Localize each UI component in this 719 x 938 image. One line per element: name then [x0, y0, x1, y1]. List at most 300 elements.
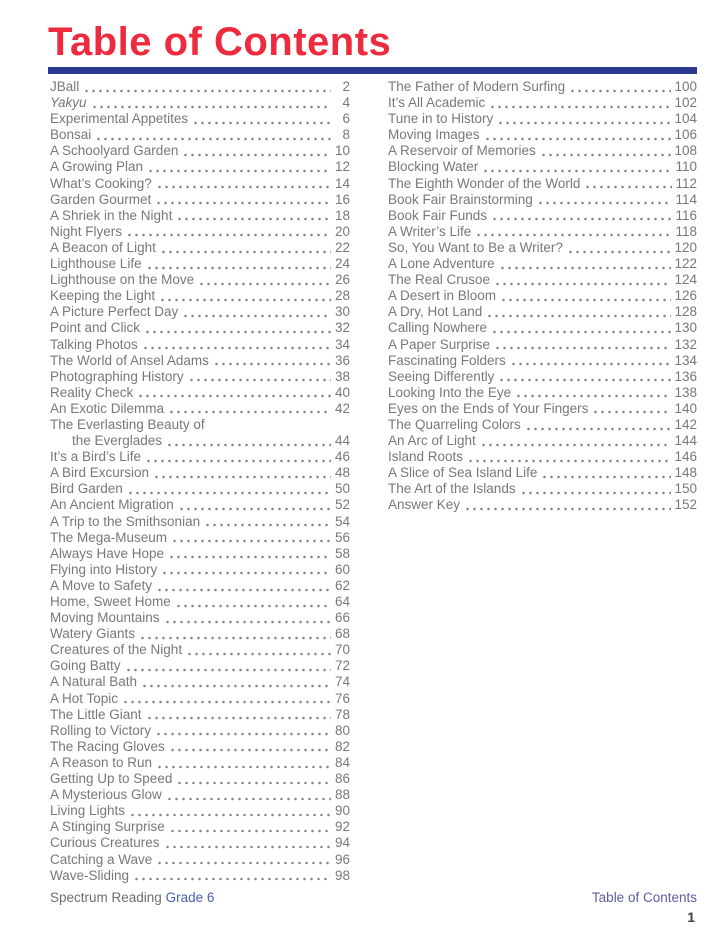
dot-leader [520, 481, 672, 497]
toc-entry-page: 82 [334, 738, 350, 754]
toc-entry [388, 127, 697, 143]
dot-leader [146, 707, 331, 723]
dot-leader [188, 369, 331, 385]
toc-entry [388, 240, 697, 256]
dot-leader [155, 723, 331, 739]
toc-entry-page: 68 [334, 626, 350, 642]
toc-entry [50, 626, 350, 642]
dot-leader [176, 208, 331, 224]
toc-entry-page: 30 [334, 304, 350, 320]
toc-entry [50, 707, 350, 723]
toc-entry [50, 658, 350, 674]
toc-entry-page: 24 [334, 256, 350, 272]
toc-entry-page: 20 [334, 223, 350, 239]
toc-entry-title: Curious Creatures [50, 835, 160, 851]
toc-entry [388, 79, 697, 95]
toc-entry-title: Bonsai [50, 127, 92, 143]
toc-entry-page: 152 [674, 497, 697, 513]
toc-entry-page: 150 [674, 481, 697, 497]
toc-entry-page: 76 [334, 690, 350, 706]
toc-entry-page: 130 [674, 320, 697, 336]
toc-entry-title: Talking Photos [50, 336, 138, 352]
dot-leader [175, 594, 331, 610]
dot-leader [166, 787, 331, 803]
toc-entry-page: 50 [334, 481, 350, 497]
toc-entry [50, 514, 350, 530]
toc-entry [50, 819, 350, 835]
toc-entry [388, 417, 697, 433]
toc-entry-title: The Father of Modern Surfing [388, 79, 566, 94]
toc-entry-page: 122 [674, 256, 697, 272]
toc-entry-title: Night Flyers [50, 223, 123, 239]
toc-entry-page: 58 [334, 545, 350, 561]
toc-entry-title: Always Have Hope [50, 545, 165, 561]
toc-entry [50, 176, 350, 192]
toc-entry-title: Book Fair Funds [388, 207, 488, 223]
dot-leader [133, 868, 331, 884]
toc-entry-title: Bird Garden [50, 481, 123, 497]
toc-entry-page: 16 [334, 191, 350, 207]
dot-leader [464, 497, 671, 513]
dot-leader [139, 626, 331, 642]
toc-entry [388, 433, 697, 449]
dot-leader [537, 192, 673, 208]
toc-entry [50, 562, 350, 578]
toc-entry [50, 610, 350, 626]
dot-leader [494, 337, 671, 353]
toc-entry-page: 54 [334, 513, 350, 529]
toc-entry [388, 449, 697, 465]
dot-leader [95, 127, 331, 143]
toc-entry-page: 98 [334, 867, 350, 883]
dot-leader [484, 127, 672, 143]
toc-entry-title: A Reason to Run [50, 754, 153, 770]
toc-entry-title: Yakyu [50, 95, 87, 111]
toc-entry-title: Island Roots [388, 449, 464, 465]
dot-leader [178, 497, 331, 513]
toc-entry [388, 159, 697, 175]
title-underline-rule [48, 67, 697, 74]
toc-entry [50, 578, 350, 594]
toc-entry-page: 80 [334, 722, 350, 738]
toc-entry-page: 144 [674, 433, 697, 449]
dot-leader [160, 240, 331, 256]
dot-leader [480, 433, 672, 449]
footer-book-title: Spectrum Reading [50, 890, 162, 905]
toc-entry [388, 176, 697, 192]
toc-entry [388, 256, 697, 272]
toc-entry-title: Eyes on the Ends of Your Fingers [388, 400, 589, 416]
toc-entry-page: 8 [342, 127, 350, 143]
dot-leader [489, 95, 671, 111]
dot-leader [515, 385, 671, 401]
toc-entry-page: 134 [674, 352, 697, 368]
toc-entry-title: Flying into History [50, 561, 158, 577]
dot-leader [510, 353, 672, 369]
dot-leader [467, 449, 671, 465]
toc-entry-page: 114 [675, 191, 697, 207]
toc-entry-title: Experimental Appetites [50, 111, 189, 127]
toc-entry-title: Going Batty [50, 658, 121, 674]
toc-entry [50, 691, 350, 707]
toc-entry-title: The Racing Gloves [50, 738, 165, 754]
toc-entry-page: 44 [334, 433, 350, 449]
toc-entry [388, 481, 697, 497]
toc-entry-title: The World of Ansel Adams [50, 352, 209, 368]
dot-leader [491, 208, 672, 224]
toc-entry-title: Garden Gourmet [50, 191, 152, 207]
toc-entry [50, 642, 350, 658]
toc-entry-title: Living Lights [50, 803, 126, 819]
dot-leader [213, 353, 331, 369]
toc-entry [50, 465, 350, 481]
toc-entry-title: Wave-Sliding [50, 867, 130, 883]
toc-entry-page: 52 [334, 497, 350, 513]
toc-entry [50, 546, 350, 562]
toc-entry-title: JBall [50, 79, 80, 94]
toc-entry-title: It’s a Bird’s Life [50, 449, 142, 465]
toc-entry [388, 385, 697, 401]
toc-entry-title: Seeing Differently [388, 368, 495, 384]
toc-entry-title: The Everlasting Beauty of [50, 416, 205, 432]
toc-entry [388, 497, 697, 513]
toc-entry [388, 465, 697, 481]
toc-entry-page: 48 [334, 465, 350, 481]
toc-entry-page: 132 [674, 336, 697, 352]
dot-leader [541, 465, 671, 481]
toc-entry [50, 481, 350, 497]
dot-leader [127, 481, 331, 497]
toc-entry [50, 320, 350, 336]
toc-entry [50, 755, 350, 771]
dot-leader [156, 755, 331, 771]
footer-section-info [592, 890, 697, 925]
dot-leader [122, 691, 331, 707]
toc-entry-title: A Slice of Sea Island Life [388, 465, 538, 481]
toc-entry [50, 433, 350, 449]
toc-entry-page: 32 [334, 320, 350, 336]
toc-entry [388, 208, 697, 224]
toc-entry-title: Tune in to History [388, 111, 494, 127]
dot-leader [141, 674, 331, 690]
toc-entry-title: Catching a Wave [50, 851, 153, 867]
toc-entry [50, 304, 350, 320]
toc-entry [50, 143, 350, 159]
toc-entry-title: The Little Giant [50, 706, 142, 722]
toc-entry-title: Moving Images [388, 127, 480, 143]
toc-entry [50, 497, 350, 513]
dot-leader [137, 385, 331, 401]
toc-entry-title: A Writer’s Life [388, 223, 472, 239]
toc-entry-page: 146 [674, 449, 697, 465]
dot-leader [156, 578, 331, 594]
toc-entry-title: A Hot Topic [50, 690, 119, 706]
toc-entry [388, 337, 697, 353]
toc-entry-page: 100 [674, 79, 697, 94]
dot-leader [192, 111, 331, 127]
toc-entry-page: 116 [675, 207, 697, 223]
toc-entry-page: 34 [334, 336, 350, 352]
toc-entry [50, 803, 350, 819]
toc-entry-title: A Growing Plan [50, 159, 144, 175]
toc-entry [50, 272, 350, 288]
toc-entry [388, 401, 697, 417]
dot-leader [182, 304, 331, 320]
toc-entry-page: 38 [334, 368, 350, 384]
toc-entry-page: 108 [674, 143, 697, 159]
toc-entry-page: 138 [674, 384, 697, 400]
toc-entry-page: 36 [334, 352, 350, 368]
dot-leader [144, 320, 331, 336]
toc-entry-page: 136 [674, 368, 697, 384]
toc-entry [50, 256, 350, 272]
toc-entry-page: 66 [334, 610, 350, 626]
toc-entry [50, 111, 350, 127]
toc-entry [50, 208, 350, 224]
toc-entry [50, 337, 350, 353]
toc-entry [50, 835, 350, 851]
dot-leader [169, 739, 331, 755]
toc-entry-title: Fascinating Folders [388, 352, 506, 368]
toc-entry [50, 240, 350, 256]
toc-entry [50, 353, 350, 369]
toc-entry-page: 142 [674, 416, 697, 432]
dot-leader [482, 159, 672, 175]
toc-entry-page: 92 [334, 819, 350, 835]
toc-entry-title: Blocking Water [388, 159, 479, 175]
toc-entry-page: 6 [342, 111, 350, 127]
toc-entry-title: Watery Giants [50, 626, 136, 642]
footer-section-label: Table of Contents [591, 890, 697, 905]
toc-entry-title: So, You Want to Be a Writer? [388, 239, 563, 255]
toc-entry-title: A Picture Perfect Day [50, 304, 179, 320]
toc-entry-page: 28 [334, 288, 350, 304]
toc-entry-title: An Exotic Dilemma [50, 400, 165, 416]
toc-entry-page: 128 [674, 304, 697, 320]
toc-entry-title: Getting Up to Speed [50, 771, 173, 787]
toc-entry-page: 124 [674, 272, 697, 288]
dot-leader [125, 658, 331, 674]
dot-leader [182, 143, 331, 159]
toc-entry-title: Rolling to Victory [50, 722, 152, 738]
toc-entry [50, 739, 350, 755]
toc-entry-title: What’s Cooking? [50, 175, 152, 191]
toc-entry [50, 288, 350, 304]
toc-entry-title: The Eighth Wonder of the World [388, 175, 581, 191]
toc-entry-page: 2 [342, 79, 350, 94]
dot-leader [145, 449, 331, 465]
toc-entry [50, 192, 350, 208]
dot-leader [171, 530, 331, 546]
toc-entry-page: 102 [674, 95, 697, 111]
toc-entry [50, 594, 350, 610]
toc-entry-title: The Mega-Museum [50, 529, 168, 545]
dot-leader [146, 256, 331, 272]
toc-entry-title: A Shriek in the Night [50, 207, 173, 223]
footer-page-number: 1 [687, 909, 695, 925]
toc-entry-page: 106 [674, 127, 697, 143]
dot-leader [475, 224, 672, 240]
toc-entry [388, 304, 697, 320]
toc-entry-page: 118 [675, 223, 697, 239]
toc-entry-title: A Paper Surprise [388, 336, 491, 352]
toc-entry-title: Book Fair Brainstorming [388, 191, 533, 207]
toc-entry-page: 4 [342, 95, 350, 111]
toc-entry-page: 46 [334, 449, 350, 465]
toc-entry-title: Moving Mountains [50, 610, 160, 626]
toc-entry-title: A Dry, Hot Land [388, 304, 483, 320]
toc-entry-title: An Arc of Light [388, 433, 476, 449]
toc-column-right [388, 79, 697, 884]
toc-entry [50, 385, 350, 401]
toc-entry [50, 79, 350, 95]
dot-leader [491, 320, 671, 336]
toc-entry-title: Answer Key [388, 497, 461, 513]
toc-entry-page: 112 [675, 175, 697, 191]
dot-leader [204, 514, 331, 530]
toc-entry-title: A Lone Adventure [388, 256, 495, 272]
toc-entry [50, 674, 350, 690]
dot-leader [494, 272, 671, 288]
toc-entry-title: Home, Sweet Home [50, 594, 171, 609]
toc-entry-title: A Desert in Bloom [388, 288, 497, 304]
dot-leader [540, 143, 672, 159]
dot-leader [168, 546, 331, 562]
toc-entry-page: 104 [674, 111, 697, 127]
dot-leader [129, 803, 331, 819]
toc-entry-title: Keeping the Light [50, 288, 156, 304]
toc-entry-title: Reality Check [50, 384, 134, 400]
toc-entry [388, 111, 697, 127]
toc-entry-title: A Schoolyard Garden [50, 143, 179, 159]
dot-leader [83, 79, 331, 95]
dot-leader [584, 176, 672, 192]
toc-entry-page: 62 [334, 577, 350, 593]
toc-entry-page: 60 [334, 561, 350, 577]
dot-leader [486, 304, 671, 320]
toc-entry-page: 72 [334, 658, 350, 674]
toc-entry-title: An Ancient Migration [50, 497, 174, 513]
toc-entry [50, 530, 350, 546]
toc-entry [50, 852, 350, 868]
toc-entry-page: 70 [334, 642, 350, 658]
toc-entry [50, 224, 350, 240]
toc-entry-page: 40 [334, 384, 350, 400]
toc-entry-title: Calling Nowhere [388, 320, 488, 336]
dot-leader [525, 417, 672, 433]
dot-leader [155, 192, 331, 208]
dot-leader [567, 240, 672, 256]
toc-entry-page: 14 [334, 175, 350, 191]
toc-entry-page: 126 [674, 288, 697, 304]
toc-entry [50, 369, 350, 385]
toc-entry [388, 143, 697, 159]
toc-entry [388, 272, 697, 288]
toc-entry [388, 353, 697, 369]
toc-entry-title: the Everglades [72, 433, 163, 449]
footer-book-info [50, 890, 214, 905]
toc-entry [388, 95, 697, 111]
toc-entry-page: 74 [334, 674, 350, 690]
toc-entry-title: A Reservoir of Memories [388, 143, 536, 159]
toc-entry-title: Point and Click [50, 320, 141, 336]
dot-leader [147, 159, 331, 175]
toc-entry-page: 120 [674, 239, 697, 255]
dot-leader [126, 224, 331, 240]
toc-entry-page: 78 [334, 706, 350, 722]
toc-entry-title: Photographing History [50, 368, 184, 384]
page-title: Table of Contents [48, 20, 392, 64]
toc-entry-title: The Art of the Islands [388, 481, 516, 497]
toc-entry [388, 224, 697, 240]
toc-entry [50, 449, 350, 465]
dot-leader [164, 610, 331, 626]
dot-leader [164, 835, 331, 851]
dot-leader [142, 337, 331, 353]
toc-entry [388, 288, 697, 304]
toc-entry-title: A Beacon of Light [50, 239, 156, 255]
toc-entry-title: A Stinging Surprise [50, 819, 165, 835]
toc-entry-page: 64 [334, 594, 350, 609]
toc-entry-page: 110 [675, 159, 697, 175]
toc-entry-title: A Natural Bath [50, 674, 138, 690]
toc-column-left [50, 79, 350, 884]
toc-entry [388, 320, 697, 336]
toc-entry-page: 18 [334, 207, 350, 223]
toc-entry-title: It’s All Academic [388, 95, 486, 111]
dot-leader [161, 562, 331, 578]
toc-entry-title: Looking Into the Eye [388, 384, 512, 400]
toc-entry [50, 787, 350, 803]
dot-leader [159, 288, 331, 304]
dot-leader [500, 288, 671, 304]
toc-entry-page: 26 [334, 272, 350, 288]
toc-entry-title: Lighthouse on the Move [50, 272, 195, 288]
dot-leader [156, 852, 331, 868]
toc-entry-page: 84 [334, 754, 350, 770]
dot-leader [91, 95, 331, 111]
toc-entry-title: Creatures of the Night [50, 642, 183, 658]
toc-entry-page: 90 [334, 803, 350, 819]
dot-leader [497, 111, 671, 127]
toc-entry-page: 148 [674, 465, 697, 481]
toc-entry [50, 771, 350, 787]
dot-leader [166, 433, 331, 449]
toc-entry [50, 159, 350, 175]
dot-leader [168, 401, 331, 417]
dot-leader [569, 79, 671, 95]
toc-entry-title: A Mysterious Glow [50, 787, 162, 803]
dot-leader [176, 771, 331, 787]
dot-leader [198, 272, 331, 288]
toc-entry [50, 417, 350, 433]
toc-entry [50, 868, 350, 884]
toc-entry-page: 140 [674, 400, 697, 416]
toc-entry [388, 369, 697, 385]
dot-leader [186, 642, 331, 658]
toc-columns [50, 79, 697, 884]
toc-entry-title: Lighthouse Life [50, 256, 142, 272]
toc-entry-page: 94 [334, 835, 350, 851]
toc-entry-page: 88 [334, 787, 350, 803]
toc-entry-title: A Move to Safety [50, 577, 153, 593]
dot-leader [156, 176, 331, 192]
dot-leader [153, 465, 331, 481]
toc-entry [50, 401, 350, 417]
toc-entry-title: The Quarreling Colors [388, 416, 521, 432]
toc-entry [50, 723, 350, 739]
dot-leader [498, 369, 671, 385]
